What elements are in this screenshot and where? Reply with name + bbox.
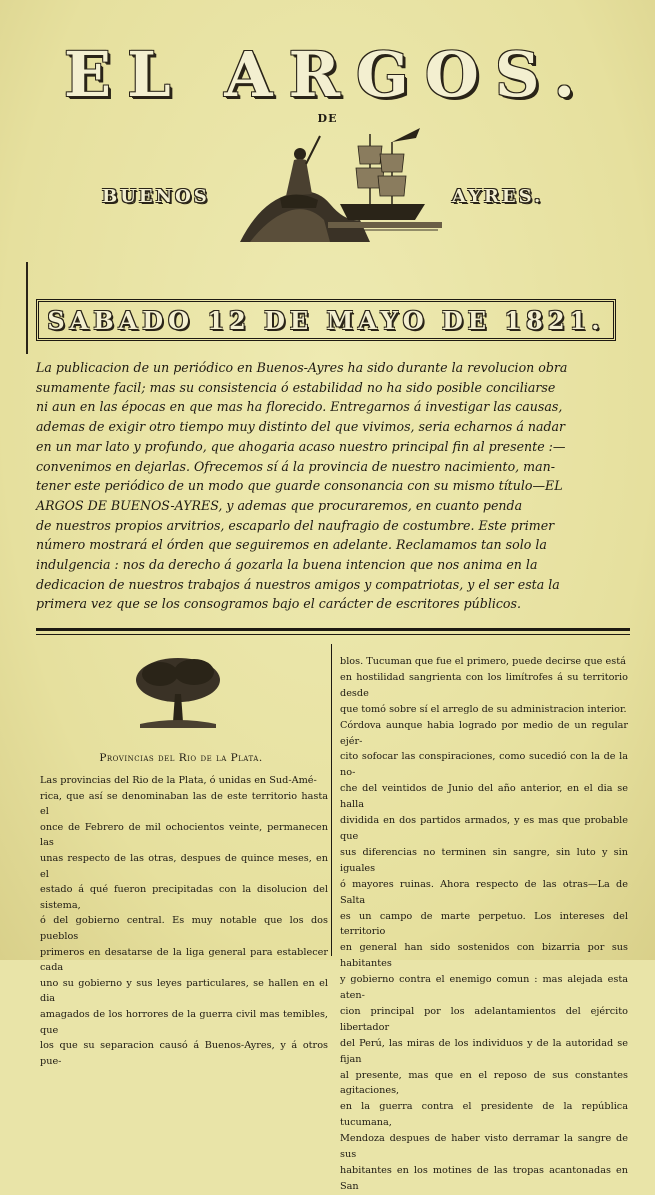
margin-rule xyxy=(26,262,28,354)
place-ayres: AYRES. xyxy=(452,186,544,207)
masthead-de: DE xyxy=(317,112,338,125)
date-line: SABADO 12 DE MAYO DE 1821. xyxy=(36,299,616,341)
intro-paragraph: La publicacion de un periódico en Buenos-Ayres ha sido durante la revolucion obra sumamente facil; mas su consistencia ó estabilidad no ha sido posible conciliarse ni aun en las épocas en que mas ha florecido. Entregarnos á investigar las causas, ademas de exigir otro tiempo muy distinto del que vivimos, seria echarnos á nadar en un mar lato y profundo, que ahogaria acaso nuestro principal fin al presente :— convenimos en dejarlas. Ofrecemos sí á la provincia de nuestro nacimiento, man- tener este periódico de un modo que guarde consonancia con su mismo título—EL ARGOS DE BUENOS-AYRES, y ademas que procuraremos, en cuanto penda de nuestros propios arvitrios, escaparlo del naufragio de costumbre. Este primer número mostrará el órden que seguiremos en adelante. Reclamamos tan solo la indulgencia : nos da derecho á gozarla la buena intencion que nos anima en la dedicacion de nuestros trabajos á nuestros amigos y compatriotas, y el ser esta la primera vez que se los consogramos bajo el carácter de escritores públicos. xyxy=(36,360,568,612)
section-divider-thin xyxy=(36,634,630,635)
tree-vignette-icon xyxy=(130,650,226,732)
section-title: Provincias del Rio de la Plata. xyxy=(99,752,263,764)
section-divider xyxy=(36,628,630,631)
place-buenos: BUENOS xyxy=(102,186,210,207)
article-column-right: blos. Tucuman que fue el primero, puede decirse que está en hostilidad sangrienta con los limítrofes á su territorio desde que tomó sobre sí el arreglo de su administracion interior. Córdova aunque habia logrado por medio de un regular ejér- cito sofocar las conspiraciones, como sucedió con la de la no- che del veintidos de Junio del año anterior, en el dia se halla dividida en dos partidos armados, y es mas que probable que sus diferencias no terminen sin sangre, sin luto y sin iguales ó mayores ruinas. Ahora respecto de las otras—La de Salta es un campo de marte perpetuo. Los intereses del territorio en general han sido sostenidos con bizarria por sus habitantes y gobierno contra el enemigo comun : mas alejada esta aten- cion principal por los adelantamientos del ejército libertador del Perú, las miras de los individuos y de la autoridad se fijan al presente, mas que en el reposo de sus constantes agitaciones, en la guerra contra el presidente de la república tucumana, Mendoza despues de haber visto derramar la sangre de sus habitantes en los motines de las tropas acantonadas en San xyxy=(340,656,628,1192)
allegory-ships-emblem-icon xyxy=(220,124,445,244)
column-rule xyxy=(331,644,332,956)
masthead-title: EL ARGOS. xyxy=(63,38,592,111)
article-column-left: Las provincias del Rio de la Plata, ó unidas en Sud-Amé- rica, que así se denominaban las de este territorio hasta el once de Febrero de mil ochocientos veinte, permanecen las unas respecto de las otras, despues de quince meses, en el estado á qué fueron precipitadas con la disolucion del sistema, ó del gobierno central. Es muy notable que los dos pueblos primeros en desatarse de la liga general para establecer cada uno su gobierno y sus leyes particulares, se hallen en el dia amagados de los horrores de la guerra civil mas temibles, que los que su separacion causó á Buenos-Ayres, y á otros pue- xyxy=(40,775,328,1067)
